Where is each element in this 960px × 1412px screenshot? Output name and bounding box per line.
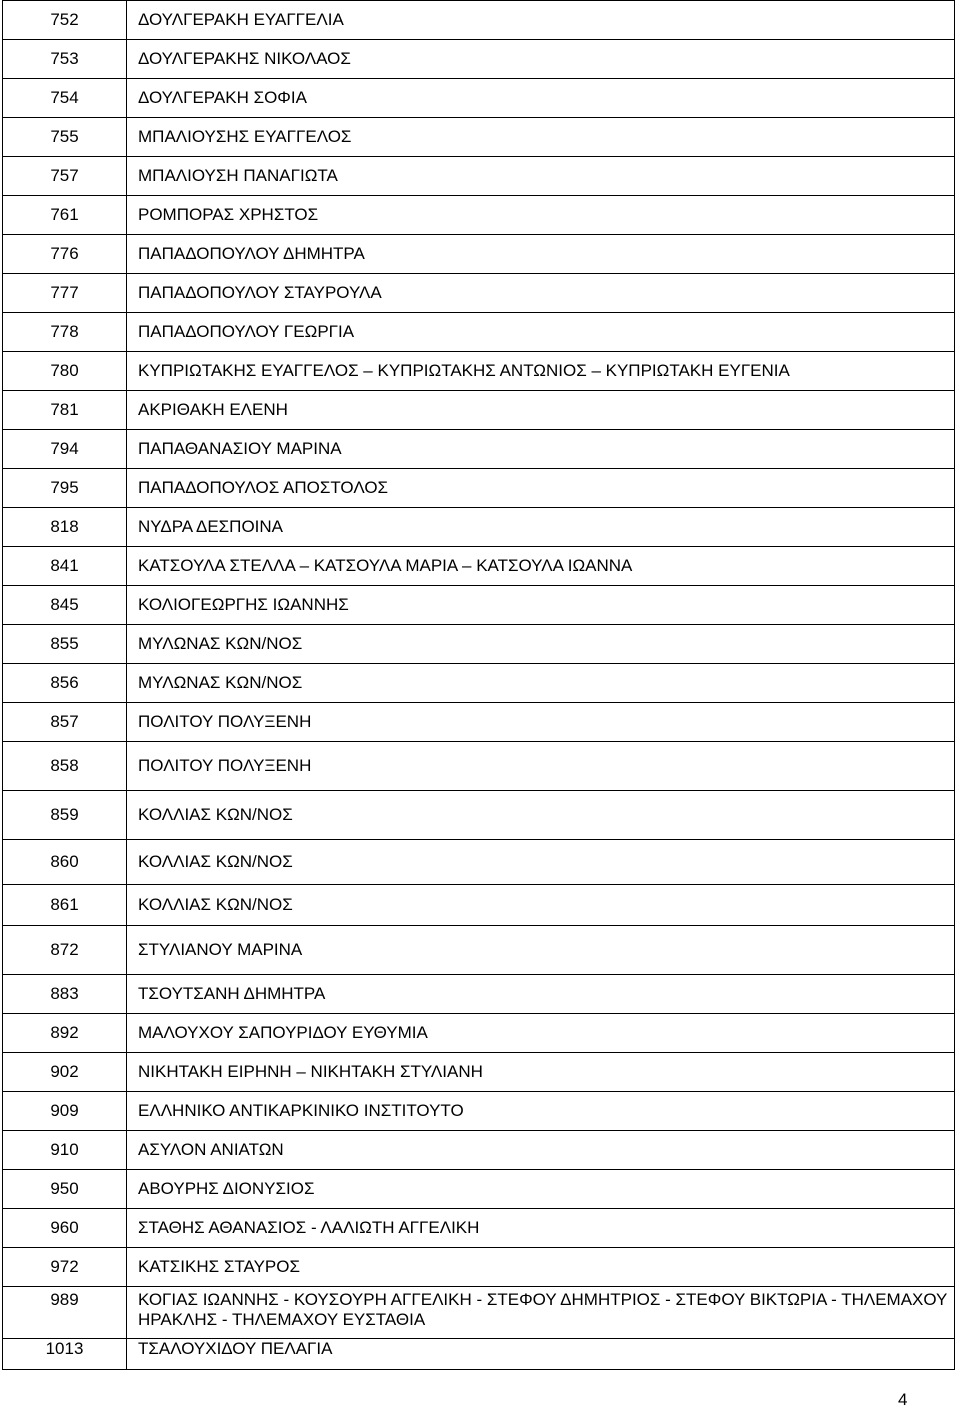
row-number: 855	[3, 625, 127, 664]
row-name: ΑΣΥΛΟΝ ΑΝΙΑΤΩΝ	[127, 1131, 955, 1170]
table-row	[3, 1170, 955, 1209]
row-number: 753	[3, 40, 127, 79]
table-row	[3, 742, 955, 791]
table-row	[3, 508, 955, 547]
table-row	[3, 1053, 955, 1092]
row-number: 883	[3, 975, 127, 1014]
table-row	[3, 1092, 955, 1131]
row-number: 777	[3, 274, 127, 313]
table-row	[3, 547, 955, 586]
row-name: ΡΟΜΠΟΡΑΣ ΧΡΗΣΤΟΣ	[127, 196, 955, 235]
table-row	[3, 235, 955, 274]
row-name: ΚΟΛΙΟΓΕΩΡΓΗΣ ΙΩΑΝΝΗΣ	[127, 586, 955, 625]
row-name: ΠΟΛΙΤΟΥ ΠΟΛΥΞΕΝΗ	[127, 703, 955, 742]
table-row	[3, 664, 955, 703]
row-number: 859	[3, 791, 127, 840]
row-name: ΑΚΡΙΘΑΚΗ ΕΛΕΝΗ	[127, 391, 955, 430]
row-name: ΠΟΛΙΤΟΥ ΠΟΛΥΞΕΝΗ	[127, 742, 955, 791]
row-name: ΚΟΛΛΙΑΣ ΚΩΝ/ΝΟΣ	[127, 840, 955, 885]
row-name: ΤΣΟΥΤΣΑΝΗ ΔΗΜΗΤΡΑ	[127, 975, 955, 1014]
row-number: 752	[3, 1, 127, 40]
table-row	[3, 1131, 955, 1170]
row-name: ΚΑΤΣΙΚΗΣ ΣΤΑΥΡΟΣ	[127, 1248, 955, 1287]
row-name: ΜΥΛΩΝΑΣ ΚΩΝ/ΝΟΣ	[127, 625, 955, 664]
row-number: 950	[3, 1170, 127, 1209]
table-row	[3, 196, 955, 235]
row-name: ΔΟΥΛΓΕΡΑΚΗΣ ΝΙΚΟΛΑΟΣ	[127, 40, 955, 79]
row-number: 857	[3, 703, 127, 742]
row-number: 960	[3, 1209, 127, 1248]
row-number: 761	[3, 196, 127, 235]
row-name: ΝΥΔΡΑ ΔΕΣΠΟΙΝΑ	[127, 508, 955, 547]
table-row	[3, 40, 955, 79]
row-number: 989	[3, 1287, 127, 1339]
row-number: 841	[3, 547, 127, 586]
row-name: ΣΤΥΛΙΑΝΟΥ ΜΑΡΙΝΑ	[127, 926, 955, 975]
row-name: ΑΒΟΥΡΗΣ ΔΙΟΝΥΣΙΟΣ	[127, 1170, 955, 1209]
row-name: ΠΑΠΑΔΟΠΟΥΛΟΥ ΓΕΩΡΓΙΑ	[127, 313, 955, 352]
row-number: 872	[3, 926, 127, 975]
row-number: 902	[3, 1053, 127, 1092]
row-name: ΚΟΛΛΙΑΣ ΚΩΝ/ΝΟΣ	[127, 791, 955, 840]
table-row	[3, 430, 955, 469]
row-name: ΤΣΑΛΟΥΧΙΔΟΥ ΠΕΛΑΓΙΑ	[127, 1339, 955, 1370]
row-name: ΔΟΥΛΓΕΡΑΚΗ ΣΟΦΙΑ	[127, 79, 955, 118]
row-name: ΚΟΛΛΙΑΣ ΚΩΝ/ΝΟΣ	[127, 885, 955, 926]
row-name: ΚΥΠΡΙΩΤΑΚΗΣ ΕΥΑΓΓΕΛΟΣ – ΚΥΠΡΙΩΤΑΚΗΣ ΑΝΤΩΝΙΟΣ – ΚΥΠΡΙΩΤΑΚΗ ΕΥΓΕΝΙΑ	[127, 352, 955, 391]
row-number: 861	[3, 885, 127, 926]
row-name: ΜΥΛΩΝΑΣ ΚΩΝ/ΝΟΣ	[127, 664, 955, 703]
row-number: 892	[3, 1014, 127, 1053]
row-number: 845	[3, 586, 127, 625]
table-row	[3, 469, 955, 508]
row-name: ΚΟΓΙΑΣ ΙΩΑΝΝΗΣ - ΚΟΥΣΟΥΡΗ ΑΓΓΕΛΙΚΗ - ΣΤΕΦΟΥ ΔΗΜΗΤΡΙΟΣ - ΣΤΕΦΟΥ ΒΙΚΤΩΡΙΑ - ΤΗΛΕΜΑΧΟΥ ΗΡΑΚΛΗΣ - ΤΗΛΕΜΑΧΟΥ ΕΥΣΤΑΘΙΑ	[127, 1287, 955, 1339]
row-number: 910	[3, 1131, 127, 1170]
row-name: ΠΑΠΑΔΟΠΟΥΛΟΥ ΔΗΜΗΤΡΑ	[127, 235, 955, 274]
table-row	[3, 157, 955, 196]
row-name: ΚΑΤΣΟΥΛΑ ΣΤΕΛΛΑ – ΚΑΤΣΟΥΛΑ ΜΑΡΙΑ – ΚΑΤΣΟΥΛΑ ΙΩΑΝΝΑ	[127, 547, 955, 586]
page-number: 4	[898, 1390, 908, 1409]
row-number: 860	[3, 840, 127, 885]
table-row	[3, 1248, 955, 1287]
row-name: ΕΛΛΗΝΙΚΟ ΑΝΤΙΚΑΡΚΙΝΙΚΟ ΙΝΣΤΙΤΟΥΤΟ	[127, 1092, 955, 1131]
table-row	[3, 625, 955, 664]
row-number: 794	[3, 430, 127, 469]
row-number: 755	[3, 118, 127, 157]
row-name: ΠΑΠΑΔΟΠΟΥΛΟΣ ΑΠΟΣΤΟΛΟΣ	[127, 469, 955, 508]
row-number: 858	[3, 742, 127, 791]
row-number: 972	[3, 1248, 127, 1287]
table-row	[3, 1, 955, 40]
row-number: 780	[3, 352, 127, 391]
table-row	[3, 703, 955, 742]
table-row	[3, 1014, 955, 1053]
table-row	[3, 791, 955, 840]
row-name: ΔΟΥΛΓΕΡΑΚΗ ΕΥΑΓΓΕΛΙΑ	[127, 1, 955, 40]
table-row	[3, 1339, 955, 1370]
table-row	[3, 586, 955, 625]
table-row	[3, 840, 955, 885]
table-row	[3, 926, 955, 975]
row-number: 818	[3, 508, 127, 547]
table-row	[3, 352, 955, 391]
table-row	[3, 1287, 955, 1339]
row-name: ΠΑΠΑΔΟΠΟΥΛΟΥ ΣΤΑΥΡΟΥΛΑ	[127, 274, 955, 313]
table-row	[3, 118, 955, 157]
row-number: 754	[3, 79, 127, 118]
table-row	[3, 975, 955, 1014]
row-number: 778	[3, 313, 127, 352]
table-row	[3, 313, 955, 352]
beneficiary-table	[2, 0, 955, 1370]
row-number: 781	[3, 391, 127, 430]
table-row	[3, 1209, 955, 1248]
row-number: 776	[3, 235, 127, 274]
row-number: 909	[3, 1092, 127, 1131]
row-name: ΠΑΠΑΘΑΝΑΣΙΟΥ ΜΑΡΙΝΑ	[127, 430, 955, 469]
row-name: ΜΑΛΟΥΧΟΥ ΣΑΠΟΥΡΙΔΟΥ ΕΥΘΥΜΙΑ	[127, 1014, 955, 1053]
table-row	[3, 391, 955, 430]
table-row	[3, 79, 955, 118]
row-name: ΣΤΑΘΗΣ ΑΘΑΝΑΣΙΟΣ - ΛΑΛΙΩΤΗ ΑΓΓΕΛΙΚΗ	[127, 1209, 955, 1248]
row-number: 856	[3, 664, 127, 703]
row-number: 795	[3, 469, 127, 508]
row-number: 1013	[3, 1339, 127, 1370]
row-name: ΝΙΚΗΤΑΚΗ ΕΙΡΗΝΗ – ΝΙΚΗΤΑΚΗ ΣΤΥΛΙΑΝΗ	[127, 1053, 955, 1092]
row-number: 757	[3, 157, 127, 196]
table-row	[3, 274, 955, 313]
table-row	[3, 885, 955, 926]
row-name: ΜΠΑΛΙΟΥΣΗΣ ΕΥΑΓΓΕΛΟΣ	[127, 118, 955, 157]
row-name: ΜΠΑΛΙΟΥΣΗ ΠΑΝΑΓΙΩΤΑ	[127, 157, 955, 196]
